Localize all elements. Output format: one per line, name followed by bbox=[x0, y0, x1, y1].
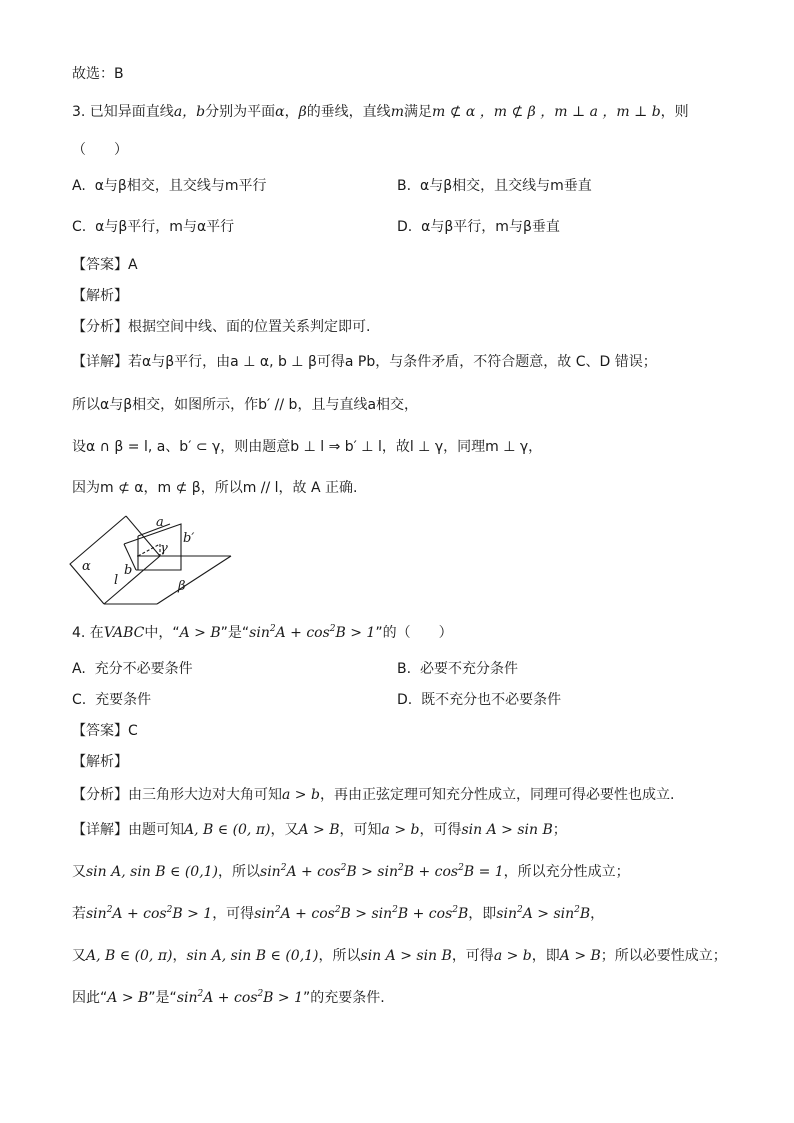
q3-detail-1: 【详解】若α与β平行，由a ⊥ α, b ⊥ β可得a Pb，与条件矛盾，不符合题意，故 C、D 错误； bbox=[72, 354, 657, 370]
q3-detail-2: 所以α与β相交，如图所示，作b′ // b，且与直线a相交， bbox=[72, 397, 419, 413]
q4-detail-2: 又sin A, sin B ∈ (0,1)，所以$\sin^2A + \cos^2B > \sin^2B + \cos^2B = 1$，所以充分性成立； bbox=[72, 863, 630, 880]
q4-option-b: B. 必要不充分条件 bbox=[397, 661, 518, 677]
q4-option-c: C. 充要条件 bbox=[72, 692, 152, 708]
q4-detail-1: 【详解】由题可知A, B ∈ (0, π)，又A > B，可知a > b，可得sin A > sin B； bbox=[72, 822, 567, 838]
q3-paren: （ ） bbox=[72, 142, 128, 158]
q4-analysis-tag: 【解析】 bbox=[72, 754, 128, 770]
q4-option-a: A. 充分不必要条件 bbox=[72, 661, 193, 677]
q4-analysis: 【分析】由三角形大边对大角可知a > b，再由正弦定理可知充分性成立，同理可得必要性也成立. bbox=[72, 787, 675, 803]
label-b-prime: b′ bbox=[183, 531, 195, 546]
label-b: b bbox=[124, 563, 133, 578]
q4-answer: 【答案】C bbox=[72, 723, 138, 739]
q3-analysis-tag: 【解析】 bbox=[72, 288, 128, 304]
label-alpha: α bbox=[82, 559, 91, 574]
q4-stem: 4. 在VABC中，“A > B”是“$\sin^2A + \cos^2B > 1$”的（ ） bbox=[72, 624, 453, 641]
q3-option-a: A. α与β相交，且交线与m平行 bbox=[72, 178, 267, 194]
q3-option-d: D. α与β平行，m与β垂直 bbox=[397, 219, 560, 235]
q3-answer: 【答案】A bbox=[72, 257, 138, 273]
q3-detail-3: 设α ∩ β = l, a、b′ ⊂ γ，则由题意b ⊥ l ⇒ b′ ⊥ l，故l ⊥ γ，同理m ⊥ γ， bbox=[72, 439, 543, 455]
label-gamma: γ bbox=[160, 541, 168, 556]
q4-detail-4: 又A, B ∈ (0, π)，sin A, sin B ∈ (0,1)，所以sin A > sin B，可得a > b，即A > B；所以必要性成立； bbox=[72, 948, 727, 964]
q3-analysis: 【分析】根据空间中线、面的位置关系判定即可. bbox=[72, 319, 371, 335]
q4-option-d: D. 既不充分也不必要条件 bbox=[397, 692, 562, 708]
label-l: l bbox=[114, 573, 119, 588]
planes-figure bbox=[66, 512, 236, 608]
previous-choice: 故选：B bbox=[72, 66, 124, 82]
q3-option-b: B. α与β相交，且交线与m垂直 bbox=[397, 178, 592, 194]
q3-stem: 3. 已知异面直线a，b分别为平面α，β的垂线，直线m满足m ⊄ α ，m ⊄ β ，m ⊥ a ，m ⊥ b，则 bbox=[72, 104, 689, 120]
q3-detail-4: 因为m ⊄ α，m ⊄ β，所以m // l，故 A 正确. bbox=[72, 480, 358, 496]
q4-conclusion: 因此“A > B”是“$\sin^2A + \cos^2B > 1$”的充要条件. bbox=[72, 989, 385, 1006]
q3-option-c: C. α与β平行，m与α平行 bbox=[72, 219, 235, 235]
label-beta: β bbox=[178, 579, 186, 594]
q4-detail-3: 若$\sin^2A + \cos^2B > 1$，可得$\sin^2A + \cos^2B > \sin^2B + \cos^2B$，即$\sin^2A > \sin^2B$， bbox=[72, 905, 605, 922]
label-a: a bbox=[156, 515, 164, 530]
